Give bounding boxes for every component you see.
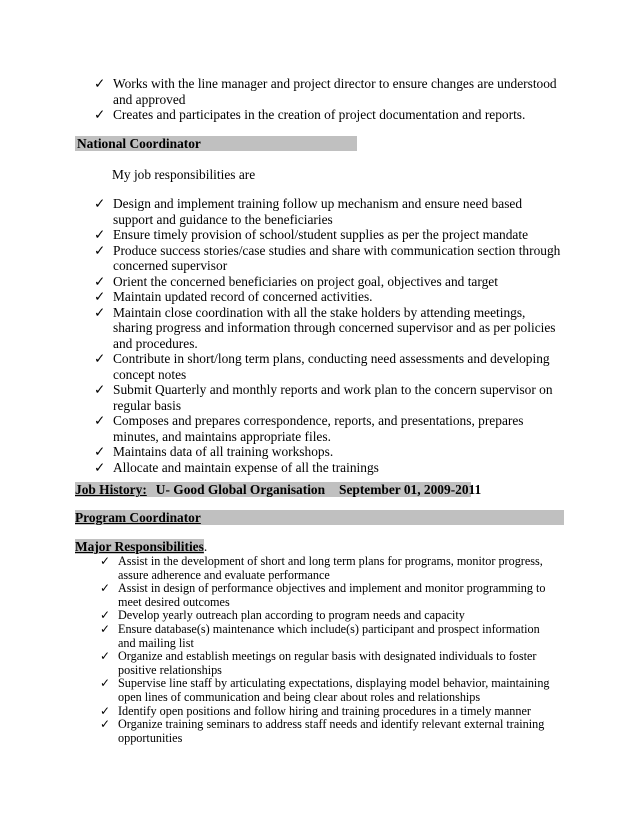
- check-icon: ✓: [94, 413, 106, 428]
- check-icon: ✓: [100, 676, 111, 691]
- check-icon: ✓: [100, 554, 111, 568]
- check-icon: ✓: [100, 608, 111, 623]
- list-item: ✓ Design and implement training follow up mechanism and ensure need based support and guidance to the beneficiaries: [94, 196, 523, 227]
- check-icon: ✓: [100, 703, 111, 718]
- major-responsibilities-heading: Major Responsibilities.: [75, 539, 208, 554]
- check-icon: ✓: [100, 649, 111, 664]
- list-item: ✓ Organize and establish meetings on regular basis with designated individuals to foster positive relationships: [100, 649, 537, 677]
- list-item: ✓ Submit Quarterly and monthly reports and work plan to the concern supervisor on regular basis: [94, 382, 553, 413]
- list-item: ✓ Creates and participates in the creation of project documentation and reports.: [94, 107, 526, 122]
- list-item: ✓ Maintain updated record of concerned activities.: [94, 289, 373, 304]
- job-history-heading: [75, 482, 482, 497]
- national-coordinator-heading: National Coordinator: [75, 136, 357, 151]
- check-icon: ✓: [94, 242, 106, 258]
- list-item: ✓ Contribute in short/long term plans, conducting need assessments and developing concept notes: [94, 351, 550, 382]
- list-item: ✓ Organize training seminars to address staff needs and identify relevant external training opportunities: [100, 717, 545, 745]
- check-icon: ✓: [100, 717, 111, 732]
- check-icon: ✓: [94, 273, 106, 289]
- responsibilities-intro: My job responsibilities are: [112, 167, 256, 182]
- list-item: ✓ Composes and prepares correspondence, reports, and presentations, prepares minutes, and maintains appropriate files.: [94, 413, 524, 444]
- major-responsibilities-label: Major Responsibilities: [75, 539, 204, 554]
- list-item: ✓ Maintain close coordination with all the stake holders by attending meetings, sharing progress and information through concerned supervisor and as per policies and procedures.: [94, 304, 556, 351]
- list-item: ✓ Ensure timely provision of school/student supplies as per the project mandate: [94, 227, 529, 242]
- list-item: ✓ Ensure database(s) maintenance which include(s) participant and prospect information and mailing list: [100, 621, 540, 650]
- list-item: ✓ Develop yearly outreach plan according to program needs and capacity: [100, 608, 465, 623]
- check-icon: ✓: [94, 76, 106, 91]
- check-icon: ✓: [100, 581, 111, 596]
- check-icon: ✓: [94, 304, 106, 320]
- list-item: ✓ Assist in the development of short and long term plans for programs, monitor progress, assure adherence and evaluate performance: [100, 554, 543, 582]
- list-item: ✓ Maintains data of all training workshops.: [94, 444, 334, 459]
- check-icon: ✓: [94, 382, 106, 397]
- list-item: ✓ Produce success stories/case studies and share with communication section through concerned supervisor: [94, 242, 561, 273]
- check-icon: ✓: [94, 351, 106, 366]
- check-icon: ✓: [94, 107, 106, 122]
- job-history-label: Job History:: [75, 482, 147, 497]
- check-icon: ✓: [94, 196, 106, 211]
- list-item: ✓ Orient the concerned beneficiaries on project goal, objectives and target: [94, 273, 498, 289]
- national-bullet-list: [94, 196, 564, 475]
- check-icon: ✓: [94, 459, 106, 475]
- list-item: ✓ Assist in design of performance objectives and implement and monitor programming to meet desired outcomes: [100, 581, 546, 609]
- check-icon: ✓: [94, 444, 106, 459]
- program-coordinator-heading: Program Coordinator: [75, 510, 564, 525]
- check-icon: ✓: [94, 289, 106, 304]
- organisation-name: U- Good Global Organisation: [155, 482, 326, 497]
- program-bullet-list: [100, 555, 555, 745]
- top-bullet-list: [94, 76, 564, 123]
- employment-date: September 01, 2009-2011: [339, 482, 482, 497]
- check-icon: ✓: [94, 227, 106, 242]
- list-item: ✓ Works with the line manager and project director to ensure changes are understood and approved: [94, 76, 557, 107]
- check-icon: ✓: [100, 621, 111, 636]
- list-item: ✓ Supervise line staff by articulating expectations, displaying model behavior, maintaining open lines of communication and being clear about roles and relationships: [100, 676, 550, 704]
- list-item: ✓ Allocate and maintain expense of all the trainings: [94, 459, 379, 475]
- list-item: ✓ Identify open positions and follow hiring and training procedures in a timely manner: [100, 703, 531, 718]
